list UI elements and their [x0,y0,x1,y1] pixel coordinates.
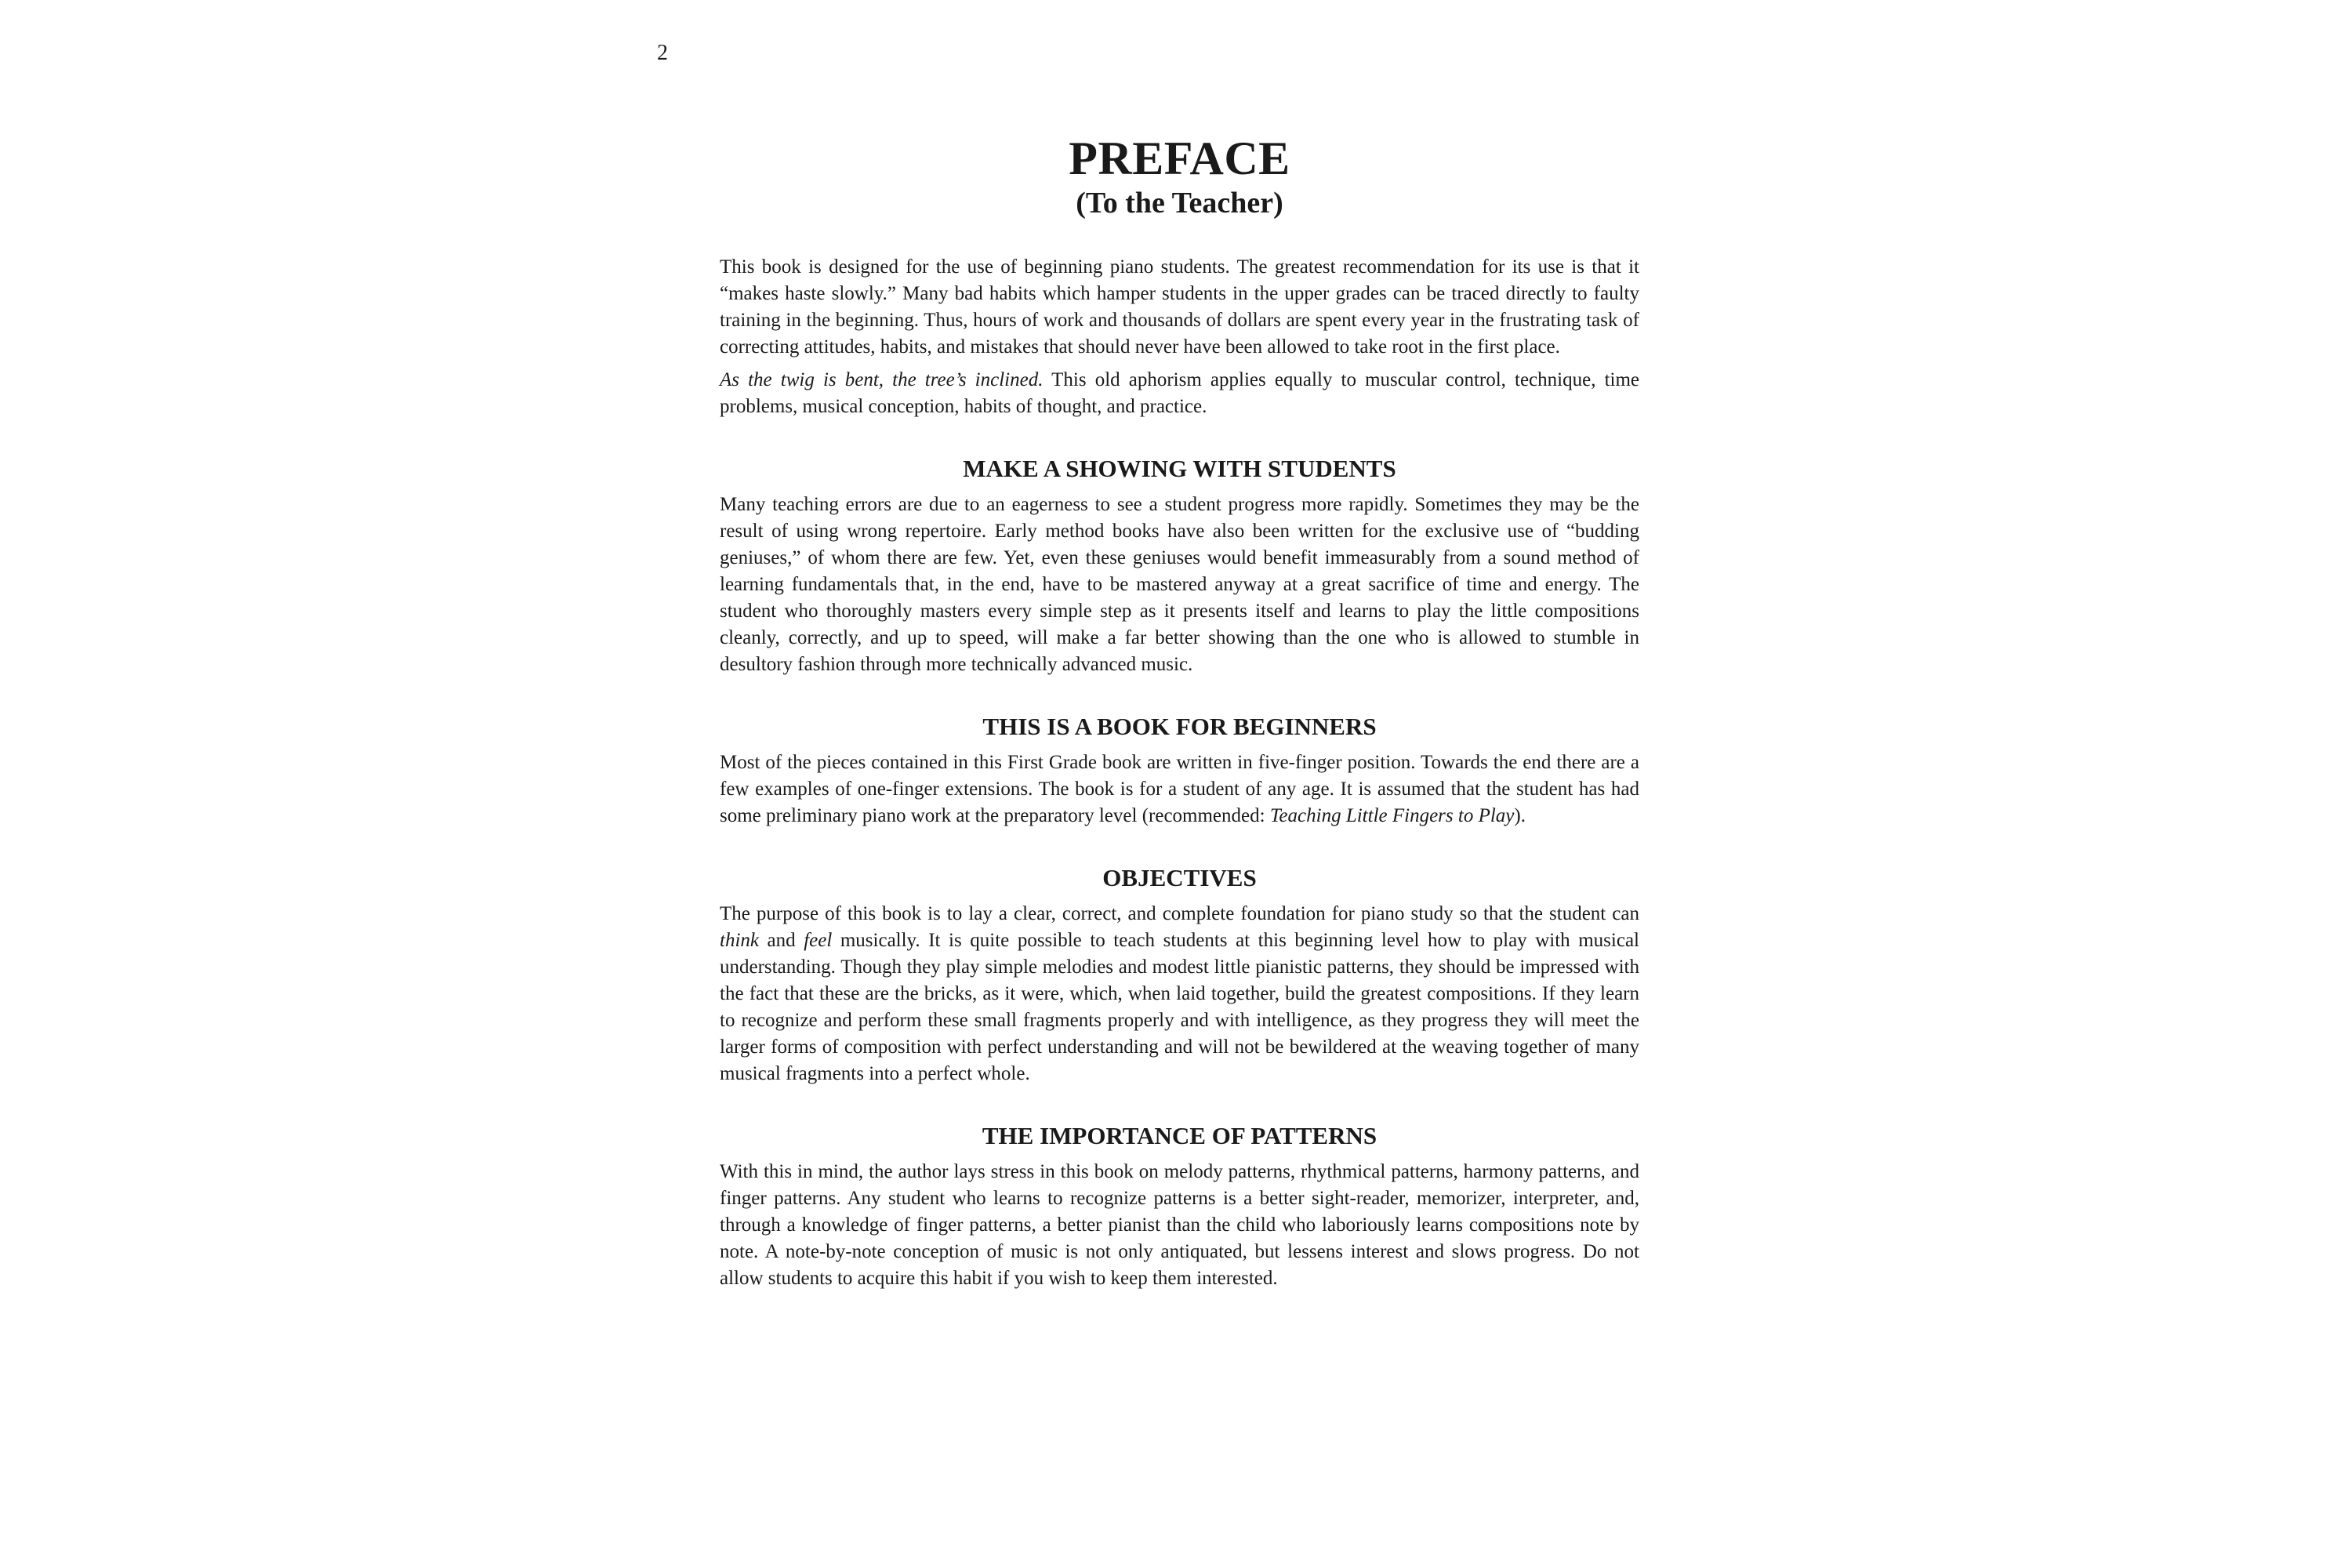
feel-emphasis: feel [804,930,833,951]
section-heading-objectives: OBJECTIVES [1102,864,1257,891]
think-emphasis: think [720,930,759,951]
page-subtitle: (To the Teacher) [1076,187,1283,220]
section-body-showing: Many teaching errors are due to an eagerness to see a student progress more rapidly. Sometimes they may be the result of using wrong repertoire. Early method books have also been written for the exclusive use of “budding geniuses,” of whom there are few. Yet, even these geniuses would benefit immeasurably from a sound method of learning fundamentals that, in the end, have to be mastered anyway at a great sacrifice of time and energy. The student who thoroughly masters every simple step as it presents itself and learns to play the little compositions cleanly, correctly, and up to speed, will make a far better showing than the one who is allowed to stumble in desultory fashion through more technically advanced music. [720,494,1639,675]
objectives-text-start: The purpose of this book is to lay a clear, correct, and complete foundation for piano study so that the student can [720,903,1639,924]
aphorism-text: As the twig is bent, the tree’s inclined. [720,369,1044,390]
recommended-book-title: Teaching Little Fingers to Play [1269,805,1515,826]
intro-paragraph-2 [720,367,1639,420]
page-number: 2 [657,41,668,65]
section-body-objectives [720,901,1639,1087]
page-title: PREFACE [1069,132,1290,184]
preface-content [720,132,1639,1292]
beginners-text-start: Most of the pieces contained in this First Grade book are written in five-finger position. Towards the end there are a few examples of one-finger extensions. The book is for a student of any age. It is assumed that the student has had some preliminary piano work at the preparatory level (recommended: [720,752,1639,826]
objectives-text-end: musically. It is quite possible to teach students at this beginning level how to play with musical understanding. Though they play simple melodies and modest little pianistic patterns, they should be impressed with the fact that these are the bricks, as it were, which, when laid together, build the greatest compositions. If they learn to recognize and perform these small fragments properly and with intelligence, as they progress they will meet the larger forms of composition with perfect understanding and will not be bewildered at the weaving together of many musical fragments into a perfect whole. [720,930,1639,1084]
section-heading-patterns: THE IMPORTANCE OF PATTERNS [982,1122,1377,1149]
section-heading-beginners: THIS IS A BOOK FOR BEGINNERS [982,713,1377,740]
section-body-beginners [720,750,1639,829]
objectives-and-word: and [759,930,804,951]
intro-paragraph-1: This book is designed for the use of beginning piano students. The greatest recommendation for its use is that it “makes haste slowly.” Many bad habits which hamper students in the upper grades can be traced directly to faulty training in the beginning. Thus, hours of work and thousands of dollars are spent every year in the frustrating task of correcting attitudes, habits, and mistakes that should never have been allowed to take root in the first place. [720,256,1639,358]
section-body-patterns: With this in mind, the author lays stress in this book on melody patterns, rhythmical patterns, harmony patterns, and finger patterns. Any student who learns to recognize patterns is a better sight-reader, memorizer, interpreter, and, through a knowledge of finger patterns, a better pianist than the child who laboriously learns compositions note by note. A note-by-note conception of music is not only antiquated, but lessens interest and slows progress. Do not allow students to acquire this habit if you wish to keep them interested. [720,1161,1639,1289]
section-heading-showing: MAKE A SHOWING WITH STUDENTS [963,455,1396,482]
intro-paragraph-2-text: This old aphorism applies equally to muscular control, technique, time problems, musical conception, habits of thought, and practice. [720,369,1639,417]
beginners-text-end: ). [1514,805,1526,826]
